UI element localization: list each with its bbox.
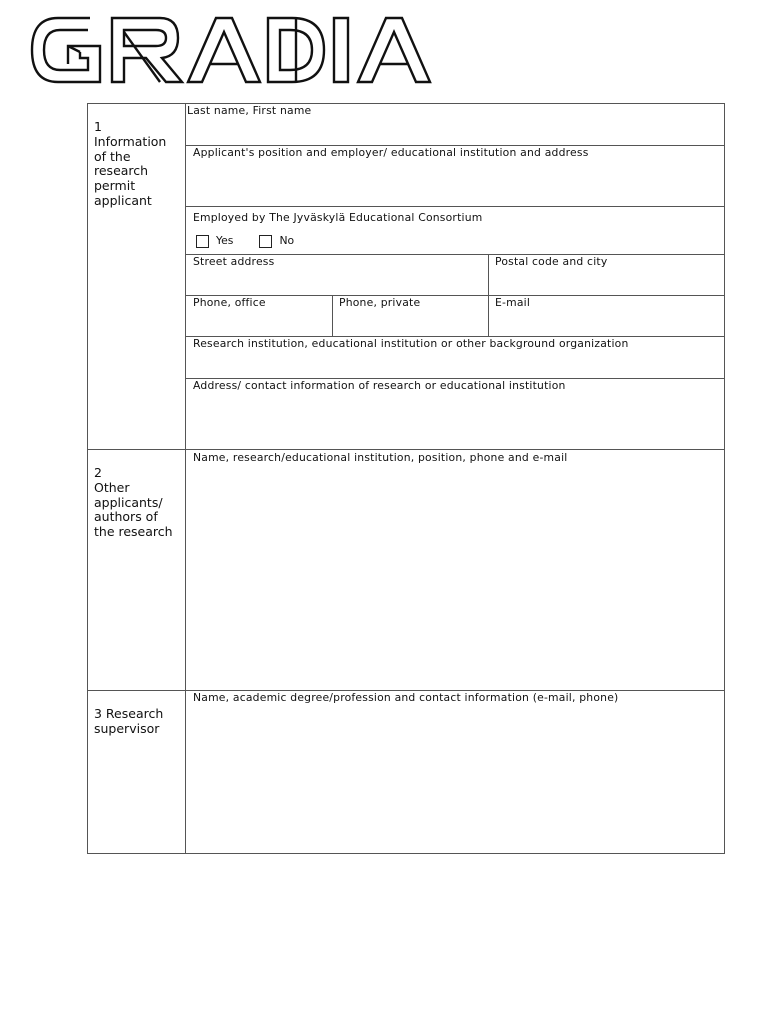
no-label: No	[279, 234, 295, 247]
section-3-label: 3 Research supervisor	[88, 691, 186, 853]
position-label: Applicant's position and employer/ educational institution and address	[193, 146, 589, 159]
email-field[interactable]	[488, 296, 724, 336]
section-1-label: 1 Information of the research permit applicant	[88, 104, 186, 449]
email-label: E-mail	[495, 296, 531, 309]
yes-checkbox[interactable]	[196, 235, 209, 248]
name-label: Last name, First name	[187, 104, 312, 117]
employed-label: Employed by The Jyväskylä Educational Consortium	[193, 211, 483, 224]
yes-label: Yes	[216, 234, 234, 247]
institution-address-field[interactable]	[186, 379, 724, 449]
employed-field	[186, 207, 724, 255]
other-applicants-label: Name, research/educational institution, position, phone and e-mail	[193, 451, 568, 464]
yes-option[interactable]	[196, 234, 233, 248]
supervisor-label: Name, academic degree/profession and contact information (e-mail, phone)	[193, 691, 619, 704]
phone-office-label: Phone, office	[193, 296, 266, 309]
address-row	[186, 255, 724, 296]
position-field[interactable]	[186, 146, 724, 207]
postal-code-label: Postal code and city	[495, 255, 608, 268]
research-permit-form	[87, 103, 725, 854]
research-institution-field[interactable]	[186, 337, 724, 379]
phone-office-field[interactable]	[186, 296, 332, 336]
phone-private-label: Phone, private	[339, 296, 421, 309]
institution-address-label: Address/ contact information of research or educational institution	[193, 379, 566, 392]
section-1-fields	[186, 104, 724, 449]
phone-row	[186, 296, 724, 337]
no-checkbox[interactable]	[259, 235, 272, 248]
section-applicant-info	[88, 104, 724, 449]
street-address-label: Street address	[193, 255, 275, 268]
employed-options	[196, 234, 320, 248]
research-institution-label: Research institution, educational institution or other background organization	[193, 337, 629, 350]
postal-code-field[interactable]	[488, 255, 724, 295]
no-option[interactable]	[259, 234, 294, 248]
phone-private-field[interactable]	[332, 296, 488, 336]
section-other-applicants	[88, 449, 724, 690]
section-2-label: 2 Other applicants/ authors of the research	[88, 450, 186, 690]
section-research-supervisor	[88, 690, 724, 853]
gradia-logo-icon	[28, 12, 452, 88]
street-address-field[interactable]	[186, 255, 488, 295]
section-2-fields[interactable]	[186, 450, 724, 690]
section-3-fields[interactable]	[186, 691, 724, 853]
name-field[interactable]	[186, 104, 724, 146]
